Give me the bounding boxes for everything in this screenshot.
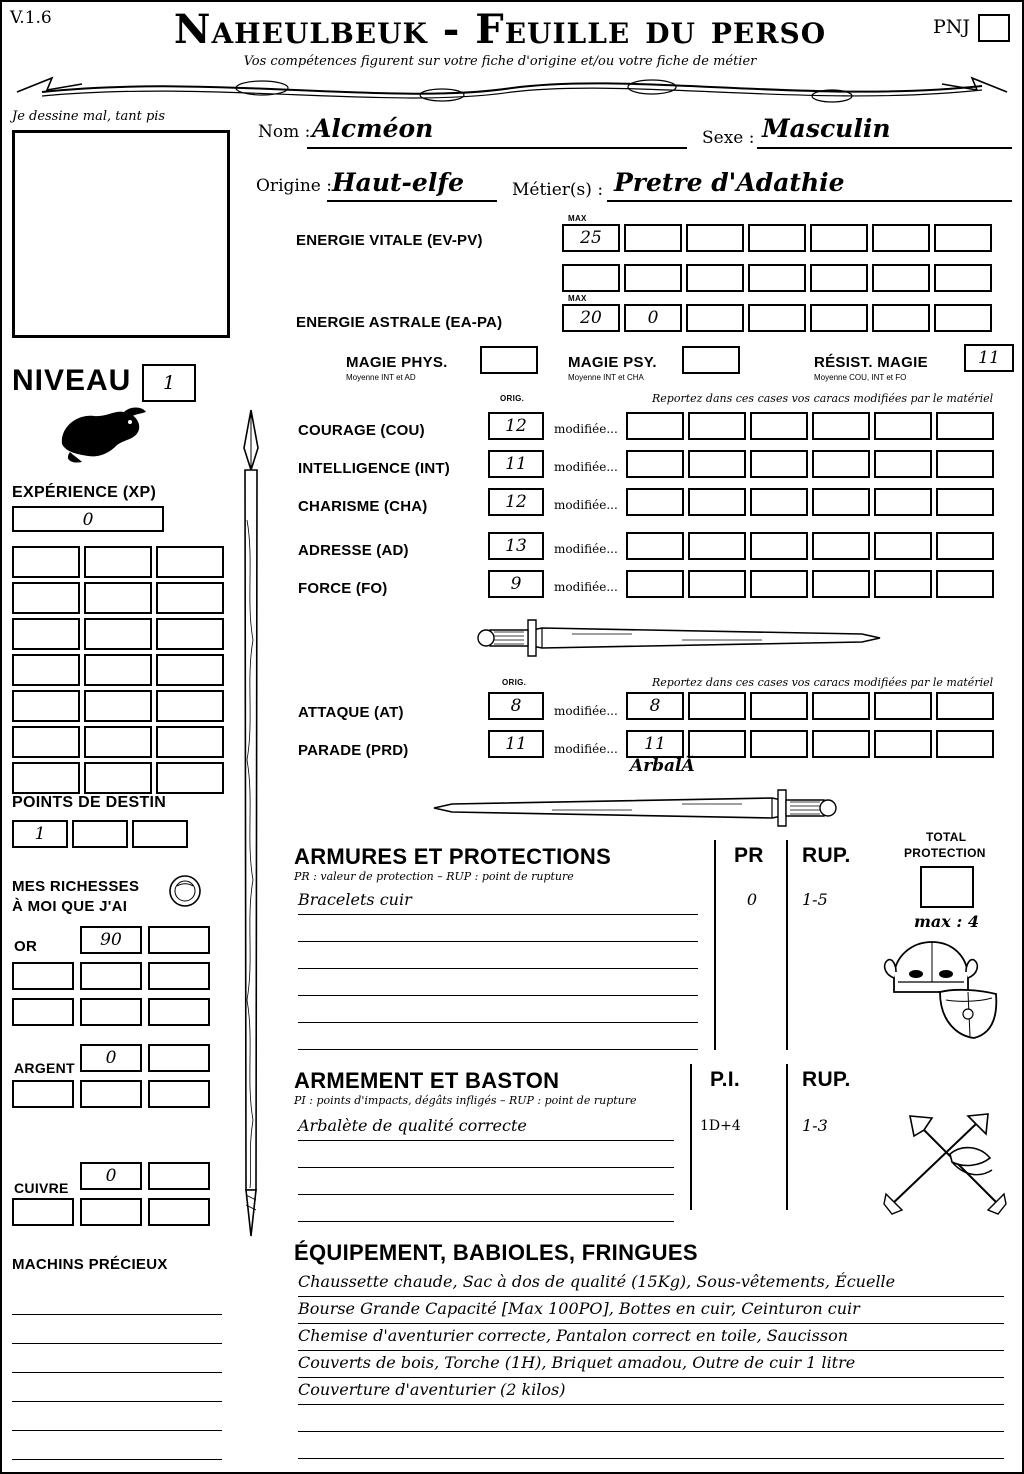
argent-box-4[interactable]	[80, 1080, 142, 1108]
armures-divider-2	[786, 840, 788, 1050]
xp-cell[interactable]	[84, 654, 152, 686]
carac-mod-box-2-1[interactable]	[626, 488, 684, 516]
richesses-title-2: À MOI QUE J'AI	[12, 898, 128, 915]
xp-cell[interactable]	[12, 582, 80, 614]
destin-box-3[interactable]	[132, 820, 188, 848]
equipement-line[interactable]	[298, 1405, 1004, 1432]
ev-box-2[interactable]	[624, 224, 682, 252]
carac-mod-box-2-2[interactable]	[688, 488, 746, 516]
carac-orig-value-3: 13	[505, 536, 527, 556]
armures-name-column	[298, 888, 698, 1050]
or-box-3[interactable]	[12, 962, 74, 990]
magie-phys-box[interactable]	[480, 346, 538, 374]
resist-magie-label: RÉSIST. MAGIE	[814, 354, 928, 371]
combat-label-0: ATTAQUE (AT)	[298, 704, 404, 721]
metier-rule	[607, 200, 1012, 202]
parade-orig-box[interactable]	[488, 730, 544, 758]
equipement-line[interactable]: Couverts de bois, Torche (1H), Briquet amadou, Outre de cuir 1 litre	[298, 1351, 1004, 1378]
carac-mod-box-1-1[interactable]	[626, 450, 684, 478]
ev-max-box[interactable]	[562, 224, 620, 252]
xp-cell[interactable]	[156, 546, 224, 578]
carac-mod-box-0-4[interactable]	[812, 412, 870, 440]
origine-value[interactable]: Haut-elfe	[332, 168, 464, 197]
carac-mod-label-2: modifiée...	[554, 498, 618, 512]
armures-rup-column	[802, 888, 872, 1044]
xp-label: EXPÉRIENCE (XP)	[12, 484, 157, 501]
attaque-mod-label: modifiée...	[554, 704, 618, 718]
xp-grid	[12, 546, 224, 794]
carac-mod-box-0-3[interactable]	[750, 412, 808, 440]
sexe-label: Sexe :	[702, 128, 755, 148]
carac-orig-value-0: 12	[505, 416, 527, 436]
destin-label: POINTS DE DESTIN	[12, 794, 167, 811]
version-label: V.1.6	[10, 8, 52, 28]
machins-lines[interactable]	[12, 1286, 222, 1460]
armement-rup-column	[802, 1114, 872, 1218]
parade-mod-box-2[interactable]	[688, 730, 746, 758]
dragon-icon	[50, 404, 150, 466]
argent-box-3[interactable]	[12, 1080, 74, 1108]
carac-orig-box-2[interactable]	[488, 488, 544, 516]
machins-line[interactable]	[12, 1315, 222, 1344]
xp-cell[interactable]	[84, 690, 152, 722]
caracs-orig-label: ORIG.	[500, 394, 525, 403]
carac-mod-box-1-5[interactable]	[874, 450, 932, 478]
machins-line[interactable]	[12, 1344, 222, 1373]
or-box-6[interactable]	[12, 998, 74, 1026]
ev-box-7[interactable]	[934, 224, 992, 252]
armement-name-column	[298, 1114, 674, 1222]
carac-mod-box-4-4[interactable]	[812, 570, 870, 598]
parade-mod-box-4[interactable]	[812, 730, 870, 758]
or-box-8[interactable]	[148, 998, 210, 1026]
armement-pi-column	[700, 1114, 778, 1218]
carac-label-1: INTELLIGENCE (INT)	[298, 460, 450, 477]
argent-box-5[interactable]	[148, 1080, 210, 1108]
attaque-orig-value: 8	[510, 696, 522, 716]
carac-mod-box-3-6[interactable]	[936, 532, 994, 560]
origine-label: Origine :	[256, 176, 332, 196]
attaque-orig-box[interactable]	[488, 692, 544, 720]
machins-label: MACHINS PRÉCIEUX	[12, 1256, 168, 1273]
metier-label: Métier(s) :	[512, 180, 604, 200]
niveau-value: 1	[162, 372, 176, 394]
equipement-lines	[298, 1270, 1004, 1459]
carac-mod-box-2-3[interactable]	[750, 488, 808, 516]
equipement-line[interactable]: Chaussette chaude, Sac à dos de qualité (15Kg), Sous-vêtements, Écuelle	[298, 1270, 1004, 1297]
arme-name[interactable]	[298, 1168, 674, 1195]
carac-mod-box-4-5[interactable]	[874, 570, 932, 598]
ea-box-5[interactable]	[810, 304, 868, 332]
xp-cell[interactable]	[156, 582, 224, 614]
xp-value-box[interactable]	[12, 506, 164, 532]
ev-box-4[interactable]	[748, 224, 806, 252]
equipement-line[interactable]: Bourse Grande Capacité [Max 100PO], Bottes en cuir, Ceinturon cuir	[298, 1297, 1004, 1324]
page-subtitle: Vos compétences figurent sur votre fiche d'origine et/ou votre fiche de métier	[243, 54, 757, 69]
cuivre-box-3[interactable]	[12, 1198, 74, 1226]
equipement-line[interactable]	[298, 1432, 1004, 1459]
ea-max-label: MAX	[568, 294, 587, 303]
ea-box-3[interactable]	[686, 304, 744, 332]
parade-mod-box-5[interactable]	[874, 730, 932, 758]
armure-rup[interactable]	[802, 966, 872, 992]
carac-mod-box-3-3[interactable]	[750, 532, 808, 560]
armure-pr[interactable]	[726, 992, 778, 1018]
xp-cell[interactable]	[12, 726, 80, 758]
ev-max-label: MAX	[568, 214, 587, 223]
carac-label-3: ADRESSE (AD)	[298, 542, 409, 559]
origine-rule	[327, 200, 497, 202]
machins-line[interactable]	[12, 1402, 222, 1431]
cuivre-box-5[interactable]	[148, 1198, 210, 1226]
armure-pr[interactable]	[726, 940, 778, 966]
xp-cell[interactable]	[156, 690, 224, 722]
arme-name[interactable]: Arbalète de qualité correcte	[298, 1114, 674, 1141]
destin-value: 1	[34, 824, 46, 844]
ev-box-3[interactable]	[686, 224, 744, 252]
carac-orig-value-1: 11	[505, 454, 527, 474]
resist-magie-hint: Moyenne COU, INT et FO	[814, 373, 907, 382]
carac-orig-box-0[interactable]	[488, 412, 544, 440]
magie-psy-label: MAGIE PSY.	[568, 354, 657, 371]
carac-mod-box-4-3[interactable]	[750, 570, 808, 598]
armure-pr[interactable]	[726, 966, 778, 992]
xp-cell[interactable]	[84, 618, 152, 650]
carac-mod-box-3-2[interactable]	[688, 532, 746, 560]
parade-mod-box-1[interactable]	[626, 730, 684, 758]
carac-mod-label-4: modifiée...	[554, 580, 618, 594]
or-box-2[interactable]	[148, 926, 210, 954]
xp-cell[interactable]	[84, 582, 152, 614]
portrait-note: Je dessine mal, tant pis	[12, 109, 166, 124]
carac-mod-box-4-1[interactable]	[626, 570, 684, 598]
armure-name[interactable]	[298, 996, 698, 1023]
carac-mod-box-3-5[interactable]	[874, 532, 932, 560]
ea-box-6[interactable]	[872, 304, 930, 332]
helmet-shield-icon	[880, 930, 1000, 1040]
ea-box-2[interactable]	[624, 304, 682, 332]
armures-col-rup: RUP.	[802, 844, 851, 867]
ea-max-value: 20	[580, 308, 602, 328]
armement-divider-2	[786, 1064, 788, 1210]
arme-pi[interactable]	[700, 1192, 778, 1218]
armure-rup[interactable]	[802, 992, 872, 1018]
xp-cell[interactable]	[84, 726, 152, 758]
carac-mod-box-0-5[interactable]	[874, 412, 932, 440]
carac-label-0: COURAGE (COU)	[298, 422, 425, 439]
xp-cell[interactable]	[156, 762, 224, 794]
argent-box-2[interactable]	[148, 1044, 210, 1072]
ev-box-6[interactable]	[872, 224, 930, 252]
ev-box-12[interactable]	[810, 264, 868, 292]
sword-divider-icon	[432, 614, 882, 662]
xp-cell[interactable]	[84, 546, 152, 578]
carac-mod-label-3: modifiée...	[554, 542, 618, 556]
arme-rup[interactable]	[802, 1166, 872, 1192]
combat-note: ArbalÃ	[630, 756, 695, 776]
combat-mod-note: Reportez dans ces cases vos caracs modifiées par le matériel	[652, 676, 994, 689]
armement-hint: PI : points d'impacts, dégâts infligés – RUP : point de rupture	[294, 1094, 637, 1107]
armure-name[interactable]	[298, 942, 698, 969]
arme-rup[interactable]	[802, 1192, 872, 1218]
carac-mod-box-0-1[interactable]	[626, 412, 684, 440]
page-title: Naheulbeuk - Feuille du perso	[173, 6, 827, 53]
carac-mod-box-3-1[interactable]	[626, 532, 684, 560]
armure-name[interactable]	[298, 1023, 698, 1050]
or-label: OR	[14, 938, 38, 955]
niveau-label: NIVEAU	[12, 364, 132, 397]
combat-orig-label: ORIG.	[502, 678, 527, 687]
armures-hint: PR : valeur de protection – RUP : point de rupture	[294, 870, 574, 883]
ev-box-10[interactable]	[686, 264, 744, 292]
sword-divider-2-icon	[432, 784, 882, 832]
pnj-label: PNJ	[932, 16, 970, 38]
carac-orig-box-1[interactable]	[488, 450, 544, 478]
argent-value: 0	[105, 1048, 117, 1068]
armures-title: ARMURES ET PROTECTIONS	[294, 844, 612, 869]
armure-name[interactable]	[298, 915, 698, 942]
combat-label-1: PARADE (PRD)	[298, 742, 409, 759]
or-value: 90	[100, 930, 122, 950]
or-box-1[interactable]	[80, 926, 142, 954]
cuivre-label: CUIVRE	[14, 1180, 69, 1196]
arme-pi[interactable]	[700, 1140, 778, 1166]
xp-cell[interactable]	[156, 618, 224, 650]
nom-value[interactable]: Alcméon	[312, 114, 434, 143]
armure-rup[interactable]	[802, 940, 872, 966]
carac-mod-box-1-6[interactable]	[936, 450, 994, 478]
attaque-mod-box-2[interactable]	[688, 692, 746, 720]
or-box-4[interactable]	[80, 962, 142, 990]
equipement-line[interactable]: Couverture d'aventurier (2 kilos)	[298, 1378, 1004, 1405]
arme-rup[interactable]	[802, 1140, 872, 1166]
carac-mod-box-1-4[interactable]	[812, 450, 870, 478]
sexe-value[interactable]: Masculin	[762, 114, 891, 143]
cuivre-box-4[interactable]	[80, 1198, 142, 1226]
carac-orig-value-4: 9	[510, 574, 522, 594]
ea-box-4[interactable]	[748, 304, 806, 332]
magie-phys-label: MAGIE PHYS.	[346, 354, 448, 371]
richesses-title-1: MES RICHESSES	[12, 878, 140, 895]
ev-box-5[interactable]	[810, 224, 868, 252]
carac-orig-box-4[interactable]	[488, 570, 544, 598]
caracs-mod-note: Reportez dans ces cases vos caracs modifiées par le matériel	[652, 392, 994, 405]
staff-icon	[234, 400, 268, 1240]
carac-label-2: CHARISME (CHA)	[298, 498, 428, 515]
argent-label: ARGENT	[14, 1060, 75, 1076]
carac-mod-box-3-4[interactable]	[812, 532, 870, 560]
parade-mod-box-6[interactable]	[936, 730, 994, 758]
carac-mod-box-2-6[interactable]	[936, 488, 994, 516]
parade-mod-label: modifiée...	[554, 742, 618, 756]
armure-rup[interactable]	[802, 914, 872, 940]
total-protection-label-1: TOTAL	[926, 830, 967, 844]
total-protection-box[interactable]	[920, 866, 974, 908]
pnj-checkbox[interactable]	[978, 14, 1010, 42]
attaque-mod-box-5[interactable]	[874, 692, 932, 720]
total-protection-label-2: PROTECTION	[904, 846, 986, 860]
xp-value: 0	[82, 510, 94, 530]
weapons-icon	[880, 1110, 1010, 1220]
ea-current-value: 0	[647, 308, 659, 328]
xp-cell[interactable]	[84, 762, 152, 794]
or-box-7[interactable]	[80, 998, 142, 1026]
cuivre-box-1[interactable]	[80, 1162, 142, 1190]
ev-box-14[interactable]	[934, 264, 992, 292]
magie-psy-box[interactable]	[682, 346, 740, 374]
or-box-5[interactable]	[148, 962, 210, 990]
armure-name[interactable]: Bracelets cuir	[298, 888, 698, 915]
parade-mod-value: 11	[644, 734, 666, 754]
carac-mod-box-0-6[interactable]	[936, 412, 994, 440]
carac-mod-box-4-6[interactable]	[936, 570, 994, 598]
parade-orig-value: 11	[505, 734, 527, 754]
xp-cell[interactable]	[12, 546, 80, 578]
ornament-divider	[12, 72, 1012, 106]
equipement-title: ÉQUIPEMENT, BABIOLES, FRINGUES	[294, 1240, 698, 1265]
armure-rup[interactable]	[802, 1018, 872, 1044]
coin-icon	[168, 874, 202, 908]
cuivre-value: 0	[105, 1166, 117, 1186]
argent-box-1[interactable]	[80, 1044, 142, 1072]
armure-name[interactable]	[298, 969, 698, 996]
arme-name[interactable]	[298, 1195, 674, 1222]
xp-cell[interactable]	[12, 618, 80, 650]
ev-box-8[interactable]	[562, 264, 620, 292]
cuivre-box-2[interactable]	[148, 1162, 210, 1190]
destin-box-2[interactable]	[72, 820, 128, 848]
metier-value[interactable]: Pretre d'Adathie	[614, 168, 845, 197]
carac-mod-label-0: modifiée...	[554, 422, 618, 436]
armure-pr[interactable]	[726, 1018, 778, 1044]
carac-mod-box-2-4[interactable]	[812, 488, 870, 516]
attaque-mod-box-4[interactable]	[812, 692, 870, 720]
nom-label: Nom :	[258, 122, 311, 142]
ev-max-value: 25	[580, 228, 602, 248]
armement-divider-1	[690, 1064, 692, 1210]
nom-rule	[307, 147, 687, 149]
armures-divider-1	[714, 840, 716, 1050]
carac-label-4: FORCE (FO)	[298, 580, 388, 597]
attaque-mod-box-6[interactable]	[936, 692, 994, 720]
carac-mod-box-4-2[interactable]	[688, 570, 746, 598]
carac-orig-box-3[interactable]	[488, 532, 544, 560]
attaque-mod-box-1[interactable]	[626, 692, 684, 720]
armement-title: ARMEMENT ET BASTON	[294, 1068, 560, 1093]
niveau-box[interactable]	[142, 364, 196, 402]
carac-mod-label-1: modifiée...	[554, 460, 618, 474]
portrait-box[interactable]	[12, 130, 230, 338]
machins-line[interactable]	[12, 1373, 222, 1402]
armement-col-pi: P.I.	[710, 1068, 741, 1091]
attaque-mod-box-3[interactable]	[750, 692, 808, 720]
carac-mod-box-0-2[interactable]	[688, 412, 746, 440]
ea-max-box[interactable]	[562, 304, 620, 332]
armures-pr-column	[726, 888, 778, 1044]
ev-label: ENERGIE VITALE (EV-PV)	[296, 232, 483, 249]
attaque-mod-value: 8	[649, 696, 661, 716]
sexe-rule	[757, 147, 1012, 149]
arme-rup[interactable]: 1-3	[802, 1116, 828, 1135]
ev-box-13[interactable]	[872, 264, 930, 292]
xp-cell[interactable]	[12, 654, 80, 686]
arme-pi[interactable]: 1D+4	[700, 1118, 741, 1134]
destin-box-1[interactable]	[12, 820, 68, 848]
machins-line[interactable]	[12, 1431, 222, 1460]
carac-mod-box-1-3[interactable]	[750, 450, 808, 478]
ev-box-11[interactable]	[748, 264, 806, 292]
armure-pr[interactable]: 0	[746, 890, 758, 909]
resist-magie-value: 11	[978, 348, 1000, 368]
xp-cell[interactable]	[12, 762, 80, 794]
xp-cell[interactable]	[156, 654, 224, 686]
xp-cell[interactable]	[156, 726, 224, 758]
carac-mod-box-2-5[interactable]	[874, 488, 932, 516]
magie-psy-hint: Moyenne INT et CHA	[568, 373, 644, 382]
armure-pr[interactable]	[726, 914, 778, 940]
machins-line[interactable]	[12, 1286, 222, 1315]
armures-col-pr: PR	[734, 844, 764, 867]
parade-mod-box-3[interactable]	[750, 730, 808, 758]
total-protection-max-note: max : 4	[914, 912, 980, 931]
ev-box-9[interactable]	[624, 264, 682, 292]
magie-phys-hint: Moyenne INT et AD	[346, 373, 416, 382]
carac-mod-box-1-2[interactable]	[688, 450, 746, 478]
ea-box-7[interactable]	[934, 304, 992, 332]
xp-cell[interactable]	[12, 690, 80, 722]
ea-label: ENERGIE ASTRALE (EA-PA)	[296, 314, 503, 331]
arme-pi[interactable]	[700, 1166, 778, 1192]
armement-col-rup: RUP.	[802, 1068, 851, 1091]
armure-rup[interactable]: 1-5	[802, 890, 828, 909]
arme-name[interactable]	[298, 1141, 674, 1168]
resist-magie-box[interactable]	[964, 344, 1014, 372]
carac-orig-value-2: 12	[505, 492, 527, 512]
equipement-line[interactable]: Chemise d'aventurier correcte, Pantalon correct en toile, Saucisson	[298, 1324, 1004, 1351]
